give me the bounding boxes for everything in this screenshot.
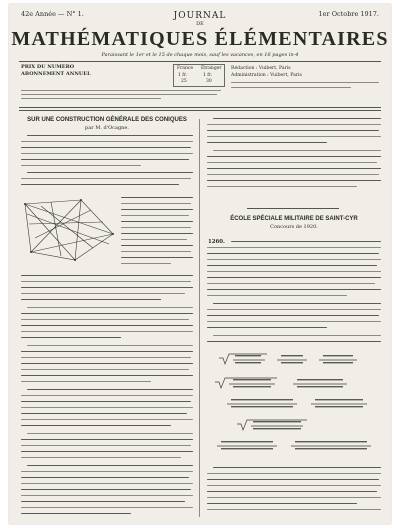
price-info	[21, 64, 226, 102]
article-figure-side-text	[121, 196, 193, 268]
journal-label: JOURNAL	[173, 11, 227, 21]
article-body-text	[21, 274, 193, 519]
article-title: SUR UNE CONSTRUCTION GÉNÉRALE DES CONIQUES	[27, 117, 187, 123]
article-author: par M. d'Ocagne.	[85, 125, 129, 131]
article-continued-text	[207, 117, 381, 201]
price-fineprint	[21, 89, 226, 101]
exam-subtitle: Concours de 1920.	[270, 224, 318, 230]
price-col-france: France	[177, 66, 194, 71]
price-table	[173, 64, 225, 87]
price-num-france: 1 fr.	[178, 73, 188, 78]
journal-page	[9, 4, 391, 524]
price-abo-france: 25	[181, 79, 187, 84]
exam-title: ÉCOLE SPÉCIALE MILITAIRE DE SAINT-CYR	[230, 216, 358, 222]
masthead-rule-thin	[19, 110, 381, 111]
column-separator	[199, 119, 200, 517]
math-formulas	[207, 352, 381, 462]
article-intro-text	[21, 134, 193, 192]
masthead-rule	[19, 107, 381, 108]
solution-text	[207, 466, 381, 516]
issue-date: 1er Octobre 1917.	[318, 10, 379, 18]
price-col-etranger: Étranger	[201, 66, 222, 71]
section-divider	[247, 208, 339, 209]
problem-statement-text	[207, 240, 381, 348]
journal-title: MATHÉMATIQUES ÉLÉMENTAIRES	[11, 28, 389, 50]
header-rule	[19, 61, 381, 62]
prix-numero-label: PRIX DU NUMÉRO	[21, 64, 75, 70]
problem-number: 1260.	[208, 239, 225, 245]
redaction-line: Rédaction : Vuibert, Paris	[231, 66, 291, 71]
journal-de: DE	[196, 21, 204, 27]
publication-note: Paraissant le 1er et le 15 de chaque mois, sauf les vacances, en 16 pages in-4	[101, 52, 299, 58]
conic-construction-figure	[21, 194, 117, 266]
abonnement-label: ABONNEMENT ANNUEL	[21, 71, 91, 77]
administration-line: Administration : Vuibert, Paris	[231, 73, 302, 78]
annee-number: 42e Année — N° 1.	[21, 10, 84, 18]
price-abo-etranger: 30	[206, 79, 212, 84]
price-num-etranger: 1 fr.	[203, 73, 213, 78]
